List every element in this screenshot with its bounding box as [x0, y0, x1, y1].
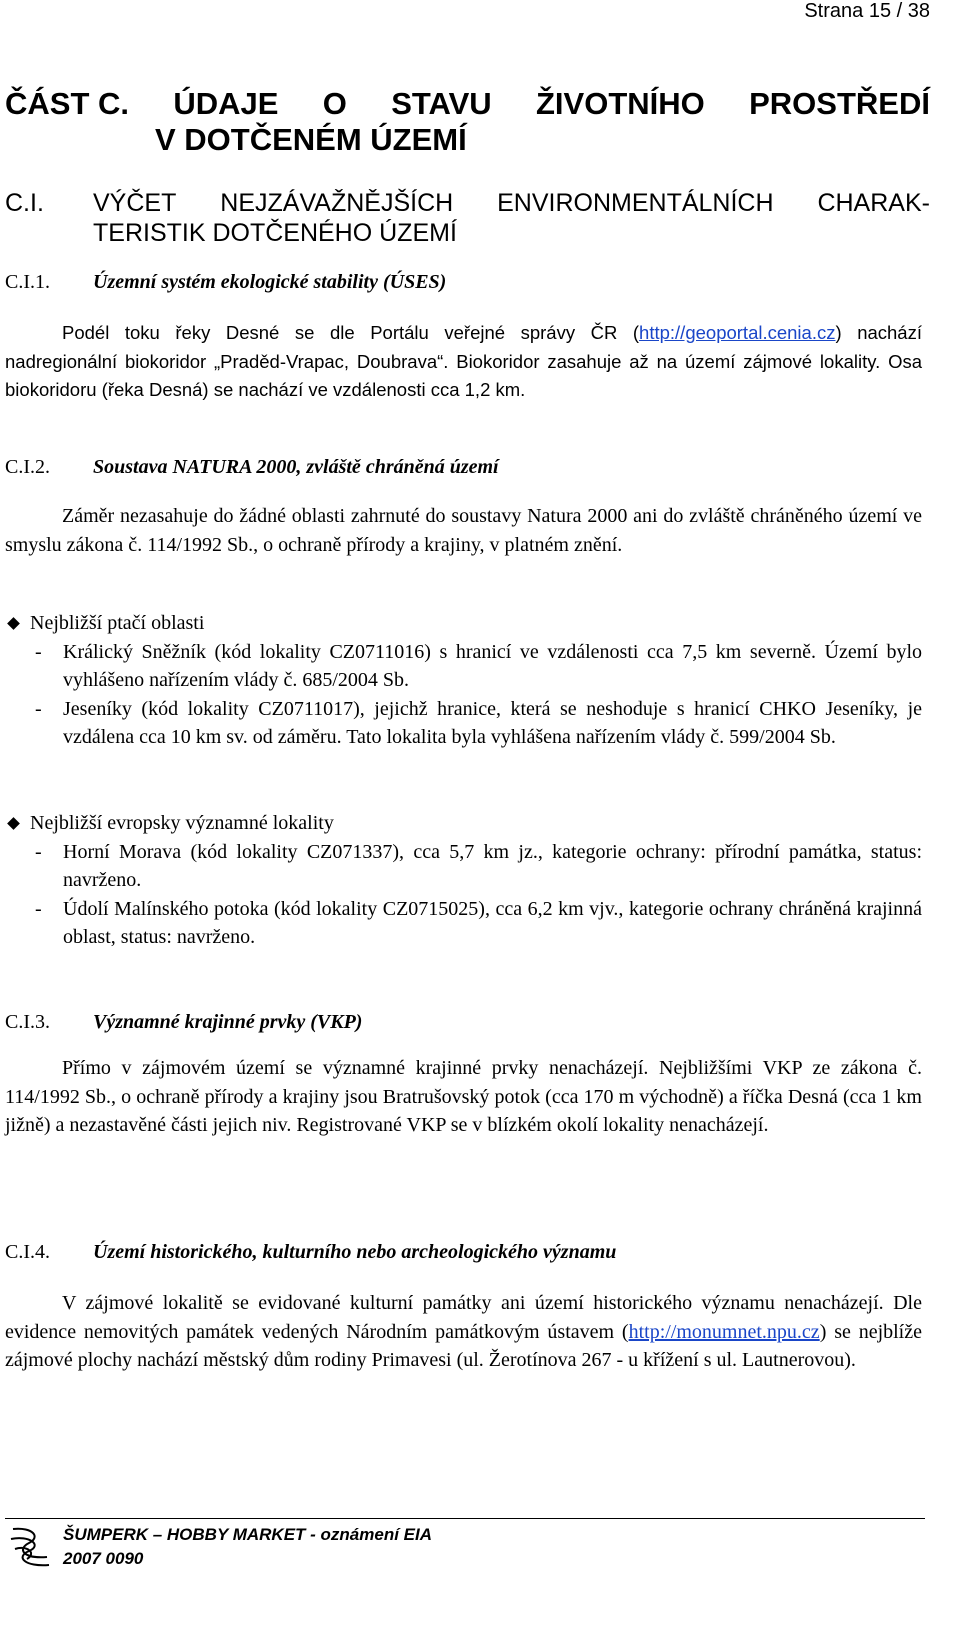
section-number: C.I.4.	[5, 1241, 50, 1263]
section-ci-word: NEJZÁVAŽNĚJŠÍCH	[220, 189, 454, 217]
part-heading-word: STAVU	[391, 86, 492, 121]
company-logo-icon	[7, 1525, 53, 1571]
section-title: Územní systém ekologické stability (ÚSES)	[93, 271, 447, 293]
section-ci-word: VÝČET	[93, 189, 177, 217]
section-ci4-paragraph: V zájmové lokalitě se evidované kulturní památky ani území historického významu nenacházejí. Dle evidence nemovitých památek vedených Národním památkovým ústavem (http://monumnet.npu.cz) se nejblíže zájmové plochy nachází městský dům rodiny Primavesi (ul. Žerotínova 267 - u křížení s ul. Lautnerovou).	[5, 1292, 922, 1371]
footer-title: ŠUMPERK – HOBBY MARKET - oznámení EIA	[63, 1525, 433, 1544]
eu-sites-block	[5, 809, 922, 952]
part-heading-word: ŽIVOTNÍHO	[536, 86, 705, 121]
section-number: C.I.1.	[5, 271, 50, 293]
section-ci-number: C.I.	[5, 189, 44, 217]
part-heading	[5, 86, 930, 158]
part-heading-word: ČÁST C.	[5, 86, 129, 121]
monumnet-link[interactable]: http://monumnet.npu.cz	[628, 1320, 820, 1343]
footer-code: 2007 0090	[63, 1549, 144, 1568]
part-heading-line2: V DOTČENÉM ÚZEMÍ	[155, 122, 467, 157]
geoportal-link[interactable]: http://geoportal.cenia.cz	[639, 322, 836, 343]
list-item: - Údolí Malínského potoka (kód lokality CZ0715025), cca 6,2 km vjv., kategorie ochrany chráněná krajinná oblast, status: navrženo.	[5, 895, 922, 952]
section-ci-line2: TERISTIK DOTČENÉHO ÚZEMÍ	[93, 219, 457, 247]
bird-areas-block	[5, 609, 922, 752]
part-heading-word: PROSTŘEDÍ	[749, 86, 930, 121]
bird-areas-heading: Nejbližší ptačí oblasti	[30, 612, 205, 634]
section-ci-word: ENVIRONMENTÁLNÍCH	[497, 189, 774, 217]
list-item: - Horní Morava (kód lokality CZ071337), cca 5,7 km jz., kategorie ochrany: přírodní památka, status: navrženo.	[5, 838, 922, 895]
page-number: Strana 15 / 38	[804, 0, 930, 22]
eu-sites-heading: Nejbližší evropsky významné lokality	[30, 812, 334, 834]
diamond-bullet-icon	[7, 817, 20, 830]
part-heading-word: O	[322, 86, 347, 121]
section-title: Území historického, kulturního nebo archeologického významu	[93, 1241, 617, 1263]
section-ci-word: CHARAK-	[817, 189, 930, 217]
list-item: - Jeseníky (kód lokality CZ0711017), jejichž hranice, která se neshoduje s hranicí CHKO Jeseníky, je vzdálena cca 10 km sv. od záměru. Tato lokalita byla vyhlášena nařízením vlády č. 599/2004 Sb.	[5, 695, 922, 752]
diamond-bullet-icon	[7, 617, 20, 630]
section-number: C.I.3.	[5, 1011, 50, 1033]
section-title: Soustava NATURA 2000, zvláště chráněná území	[93, 456, 499, 478]
section-ci2-paragraph: Záměr nezasahuje do žádné oblasti zahrnuté do soustavy Natura 2000 ani do zvláště chráněného území ve smyslu zákona č. 114/1992 Sb., o ochraně přírody a krajiny, v platném znění.	[5, 505, 922, 556]
section-ci-heading	[5, 188, 930, 248]
list-item: - Králický Sněžník (kód lokality CZ0711016) s hranicí ve vzdálenosti cca 7,5 km severně. Území bylo vyhlášeno nařízením vlády č. 685/2004 Sb.	[5, 638, 922, 695]
page-footer	[5, 1518, 925, 1568]
section-title: Významné krajinné prvky (VKP)	[93, 1011, 363, 1033]
section-ci3-paragraph: Přímo v zájmovém území se významné krajinné prvky nenacházejí. Nejbližšími VKP ze zákona č. 114/1992 Sb., o ochraně přírody a krajiny jsou Bratrušovský potok (cca 170 m východně) a říčka Desná (cca 1 km jižně) a nezastavěné části jejich niv. Registrované VKP se v blízkém okolí lokality nenacházejí.	[5, 1057, 922, 1136]
section-ci1-paragraph: Podél toku řeky Desné se dle Portálu veřejné správy ČR (http://geoportal.cenia.cz) nachází nadregionální biokoridor „Praděd-Vrapac, Doubrava“. Biokoridor zasahuje až na území zájmové lokality. Osa biokoridoru (řeka Desná) se nachází ve vzdálenosti cca 1,2 km.	[5, 322, 922, 400]
section-number: C.I.2.	[5, 456, 50, 478]
part-heading-word: ÚDAJE	[173, 86, 279, 121]
